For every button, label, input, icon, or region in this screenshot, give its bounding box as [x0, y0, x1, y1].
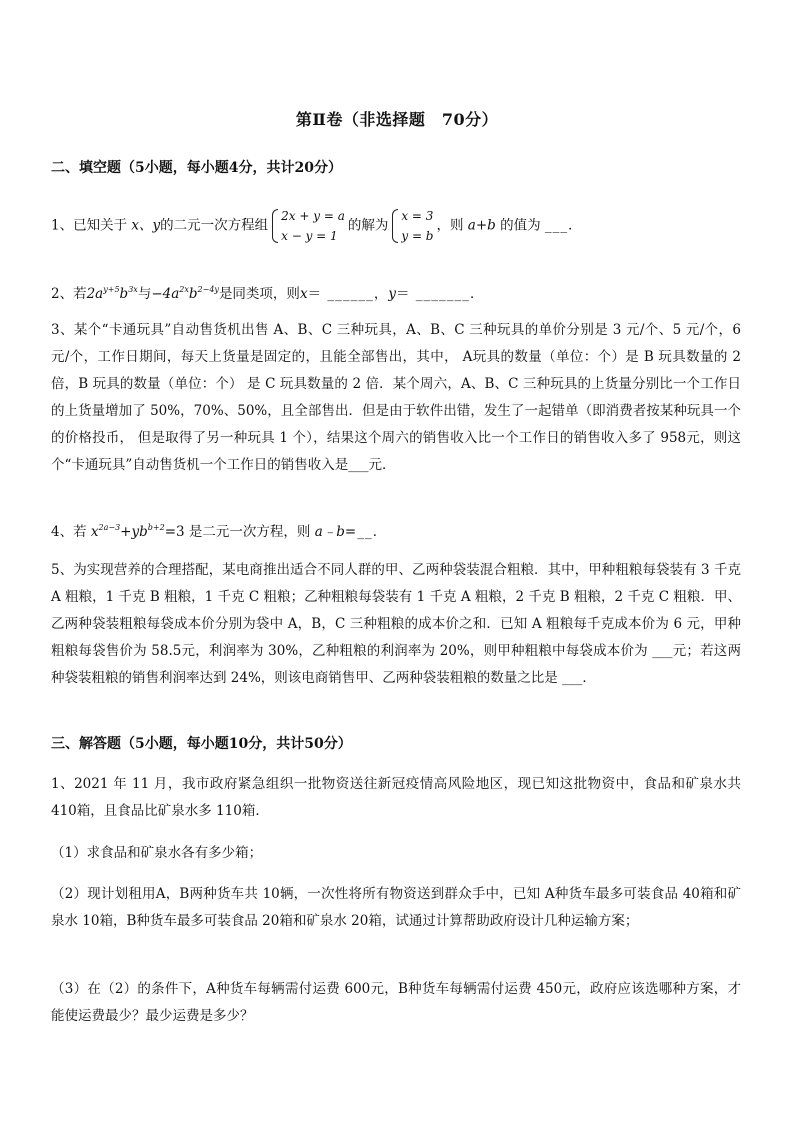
q1-text-after1: ，则 — [436, 217, 464, 234]
q2-term2b: b — [188, 286, 198, 302]
question-3-1-part1: （1）求食品和矿泉水各有多少箱； — [51, 845, 263, 861]
question-3-1-part2: （2）现计划租用A，B两种货车共 10辆，一次性将所有物资送到群众手中，已知 A种货车最多可装食品 40箱和矿泉水 10箱，B种货车最多可装食品 20箱和矿泉水 20箱，试通过计算帮助政府设计几种运输方案； — [51, 886, 741, 929]
q2-exp2: 2x — [179, 285, 189, 294]
q1-text-mid2: 的解为 — [347, 217, 389, 234]
q4-plus-term: +yb — [120, 524, 148, 540]
section-2-heading: 二、填空题（5小题，每小题4分，共计20分） — [51, 160, 342, 176]
q2-y-blank: ＝ _______． — [396, 286, 485, 302]
question-2-1 — [51, 206, 741, 246]
page-title: 第Ⅱ卷（非选择题 70分） — [295, 110, 499, 129]
q4-answer-blank: =__． — [344, 524, 388, 540]
q1-expr: a+b — [467, 217, 496, 234]
q2-text-after: 是同类项，则 — [218, 286, 300, 302]
solution-2: y = b — [401, 229, 434, 243]
q2-exp1: y+5 — [103, 285, 120, 294]
q1-vars: x、y — [131, 217, 161, 234]
section-3-heading: 三、解答题（5小题，每小题10分，共计50分） — [51, 736, 352, 752]
q4-exp1: 2a−3 — [98, 523, 121, 532]
q2-y-label: y — [388, 286, 396, 302]
q4-text-after: =3 是二元一次方程，则 — [164, 524, 311, 540]
solution-system — [391, 206, 433, 246]
q4-exp2: b+2 — [147, 523, 165, 532]
equation-system — [271, 206, 345, 246]
question-2-5: 5、为实现营养的合理搭配，某电商推出适合不同人群的甲、乙两种袋装混合粗粮．其中，甲种粗粮每袋装有 3 千克 A 粗粮，1 千克 B 粗粮，1 千克 C 粗粮；乙种粗粮每袋装有 1 千克 A 粗粮，2 千克 B 粗粮，2 千克 C 粗粮．甲、乙两种袋装粗粮每袋成本价分别为袋中 A，B，C 三种粗粮的成本价之和．已知 A 粗粮每千克成本价为 6 元，甲种粗粮每袋售价为 58.5元，利润率为 30%，乙种粗粮的利润率为 20%，则甲种粗粮中每袋成本价为 ___元；若这两种袋装粗粮的销售利润率达到 24%，则该电商销售甲、乙两种袋装粗粮的数量之比是 ___． — [51, 562, 741, 686]
q1-text-after2: 的值为 — [500, 217, 541, 234]
question-2-4 — [51, 514, 741, 546]
q2-term1b: b — [119, 286, 129, 302]
q2-exp1b: 3x — [128, 285, 138, 294]
question-2-2 — [51, 276, 741, 308]
q4-expr: x — [90, 524, 99, 540]
q2-term1: 2a — [86, 286, 104, 302]
q2-exp2b: 2−4y — [197, 285, 219, 294]
q1-answer-blank: ___． — [544, 217, 583, 234]
question-3-1-intro: 1、2021 年 11 月，我市政府紧急组织一批物资送往新冠疫情高风险地区，现已知这批物资中，食品和矿泉水共 410箱，且食品比矿泉水多 110箱． — [51, 776, 741, 819]
equation-1: 2x + y = a — [281, 209, 345, 223]
q2-text-before: 2、若 — [51, 286, 87, 302]
q1-text-mid: 的二元一次方程组 — [160, 217, 269, 234]
solution-1: x = 3 — [401, 209, 434, 223]
q4-ab: a﹣b — [314, 524, 345, 540]
equation-2: x − y = 1 — [281, 229, 338, 243]
q2-x-label: x — [299, 286, 308, 302]
q2-term2: −4a — [151, 286, 180, 302]
q1-text-before: 1、已知关于 — [51, 217, 128, 234]
q4-text-before: 4、若 — [51, 524, 87, 540]
question-2-3: 3、某个“卡通玩具”自动售货机出售 A、B、C 三种玩具，A、B、C 三种玩具的单价分别是 3 元/个、5 元/个，6 元/个，工作日期间，每天上货量是固定的，且能全部售出，其中， A玩具的数量（单位：个）是 B 玩具数量的 2 倍，B 玩具的数量（单位：个） 是 C 玩具数量的 2 倍．某个周六，A、B、C 三种玩具的上货量分别比一个工作日的上货量增加了 50%，70%、50%，且全部售出．但是由于软件出错，发生了一起错单（即消费者按某种玩具一个的价格投币， 但是取得了另一种玩具 1 个），结果这个周六的销售收入比一个工作日的销售收入多了 958元，则这个“卡通玩具”自动售货机一个工作日的销售收入是___元． — [51, 322, 741, 473]
q2-text-mid: 与 — [137, 286, 152, 302]
q2-x-blank: ＝ ______， — [307, 286, 389, 302]
question-3-1-part3: （3）在（2）的条件下，A种货车每辆需付运费 600元，B种货车每辆需付运费 450元，政府应该选哪种方案，才能使运费最少？最少运费是多少？ — [51, 981, 741, 1024]
